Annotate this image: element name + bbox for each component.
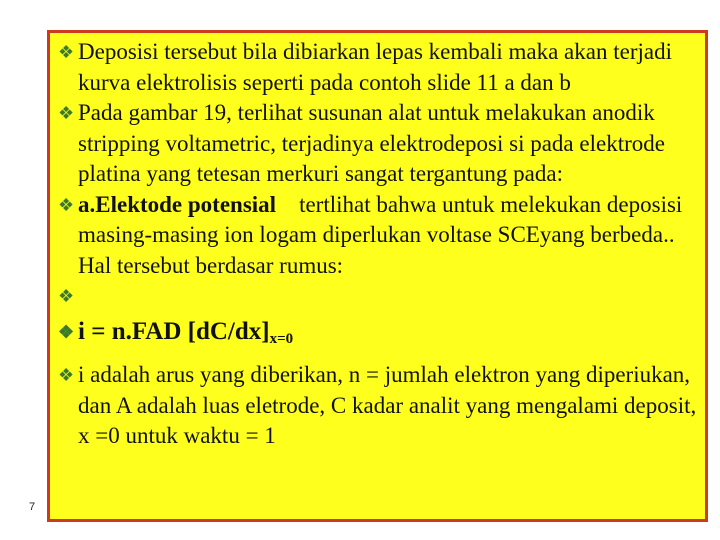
diamond-bullet-icon: ❖ [58,286,75,306]
bullet-item-gambar-19 [56,98,697,190]
bullet-item-definitions [56,360,697,452]
slide-body [56,37,697,452]
bullet-item-elektrode-potensial [56,190,697,282]
bullet-text: Deposisi tersebut bila dibiarkan lepas kembali maka akan terjadi kurva elektrolisis seperti pada contoh slide 11 a dan b [78,39,672,95]
slide-page-number: 7 [29,501,36,513]
bullet-text: tertlihat bahwa untuk melekukan deposisi masing-masing ion logam diperlukan voltase SCEyang berbeda.. Hal tersebut berdasar rumus: [78,191,689,278]
bullet-heading: a.Elektode potensial [78,191,277,217]
diamond-bullet-icon: ❖ [58,42,75,62]
bullet-text: Pada gambar 19, terlihat susunan alat untuk melakukan anodik stripping voltametric, terjadinya elektrodeposi si pada elektrode platina yang tetesan merkuri sangat tergantung pada: [78,100,665,186]
bullet-item-deposisi [56,37,697,98]
bullet-item-formula [56,317,697,355]
formula-subscript: x=0 [269,330,294,347]
diamond-bullet-icon: ❖ [58,103,75,123]
diamond-bullet-icon: ❖ [58,365,75,385]
diamond-bullet-icon: ❖ [58,194,75,215]
slide-content-box [47,30,708,522]
formula-text: i = n.FAD [dC/dx] [78,317,270,345]
diamond-bullet-icon: ❖ [58,321,75,342]
bullet-text: i adalah arus yang diberikan, n = jumlah elektron yang diperiukan, dan A adalah luas eletrode, C kadar analit yang mengalami deposit, x =0 untuk waktu = 1 [78,362,697,448]
bullet-item-empty [56,281,697,312]
